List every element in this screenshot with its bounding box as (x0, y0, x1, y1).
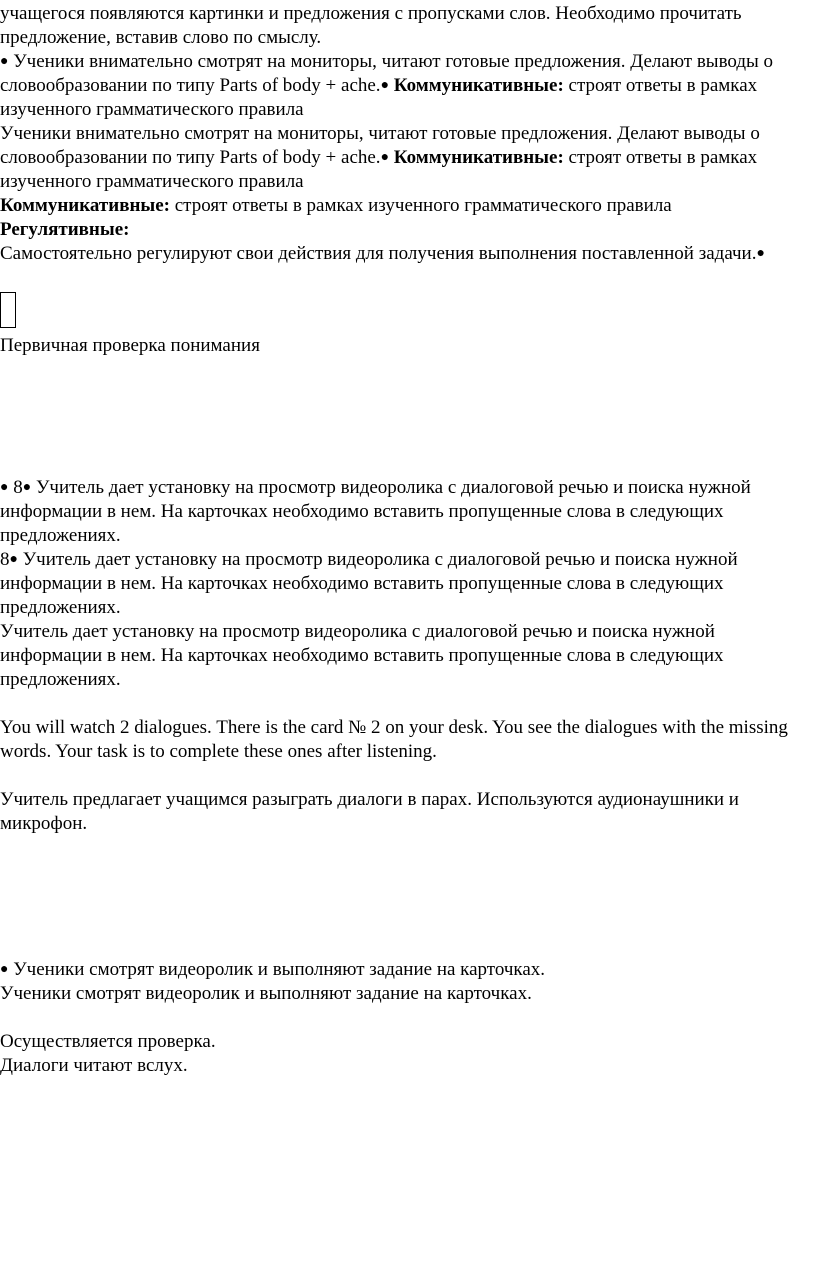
paragraph-dialogues-pairs: Учитель предлагает учащимся разыграть диалоги в парах. Используются аудионаушники и микрофон. (0, 789, 739, 834)
paragraph-read-aloud: Диалоги читают вслух. (0, 1055, 188, 1076)
paragraph-communicative: Коммуникативные: строят ответы в рамках изученного грамматического правила (0, 195, 672, 216)
paragraph-teacher-video-3: Учитель дает установку на просмотр видеоролика с диалоговой речью и поиска нужной информации в нем. На карточках необходимо вставить пропущенные слова в следующих предложениях. (0, 621, 724, 690)
bullet-icon: ● (380, 150, 390, 165)
paragraph-regulative: Самостоятельно регулируют свои действия для получения выполнения поставленной задачи.● (0, 243, 765, 264)
bullet-icon: ● (756, 246, 765, 261)
block-3 (0, 958, 810, 1078)
bullet-icon: ● (380, 78, 390, 93)
empty-box (0, 292, 16, 328)
paragraph-intro: учащегося появляются картинки и предложения с пропусками слов. Необходимо прочитать предложение, вставив слово по смыслу. (0, 3, 742, 48)
paragraph-students-monitors-repeat: Ученики внимательно смотрят на мониторы, читают готовые предложения. Делают выводы о словообразовании по типу Parts of body + ache.● Коммуникативные: строят ответы в рамках изученного грамматического правила (0, 123, 760, 192)
paragraph-english-task: You will watch 2 dialogues. There is the card № 2 on your desk. You see the dialogues with the missing words. Your task is to complete these ones after listening. (0, 717, 788, 762)
paragraph-teacher-video-1: ● 8● Учитель дает установку на просмотр видеоролика с диалоговой речью и поиска нужной информации в нем. На карточках необходимо вставить пропущенные слова в следующих предложениях. (0, 477, 751, 546)
bullet-icon: ● (0, 962, 9, 977)
paragraph-check: Осуществляется проверка. (0, 1031, 216, 1052)
paragraph-teacher-video-2: 8● Учитель дает установку на просмотр видеоролика с диалоговой речью и поиска нужной информации в нем. На карточках необходимо вставить пропущенные слова в следующих предложениях. (0, 549, 738, 618)
block-2 (0, 476, 810, 836)
bullet-icon: ● (9, 552, 18, 567)
bullet-icon: ● (0, 480, 9, 495)
bullet-icon: ● (0, 54, 9, 69)
paragraph-students-watch-1: ● Ученики смотрят видеоролик и выполняют задание на карточках. (0, 959, 546, 980)
paragraph-regulative-heading: Регулятивные: (0, 219, 130, 240)
section-title: Первичная проверка понимания (0, 335, 260, 356)
bullet-icon: ● (22, 480, 32, 495)
block-1 (0, 2, 810, 266)
paragraph-students-watch-2: Ученики смотрят видеоролик и выполняют задание на карточках. (0, 983, 532, 1004)
paragraph-students-monitors: ● Ученики внимательно смотрят на мониторы, читают готовые предложения. Делают выводы о словообразовании по типу Parts of body + ache.● Коммуникативные: строят ответы в рамках изученного грамматического правила (0, 51, 774, 120)
